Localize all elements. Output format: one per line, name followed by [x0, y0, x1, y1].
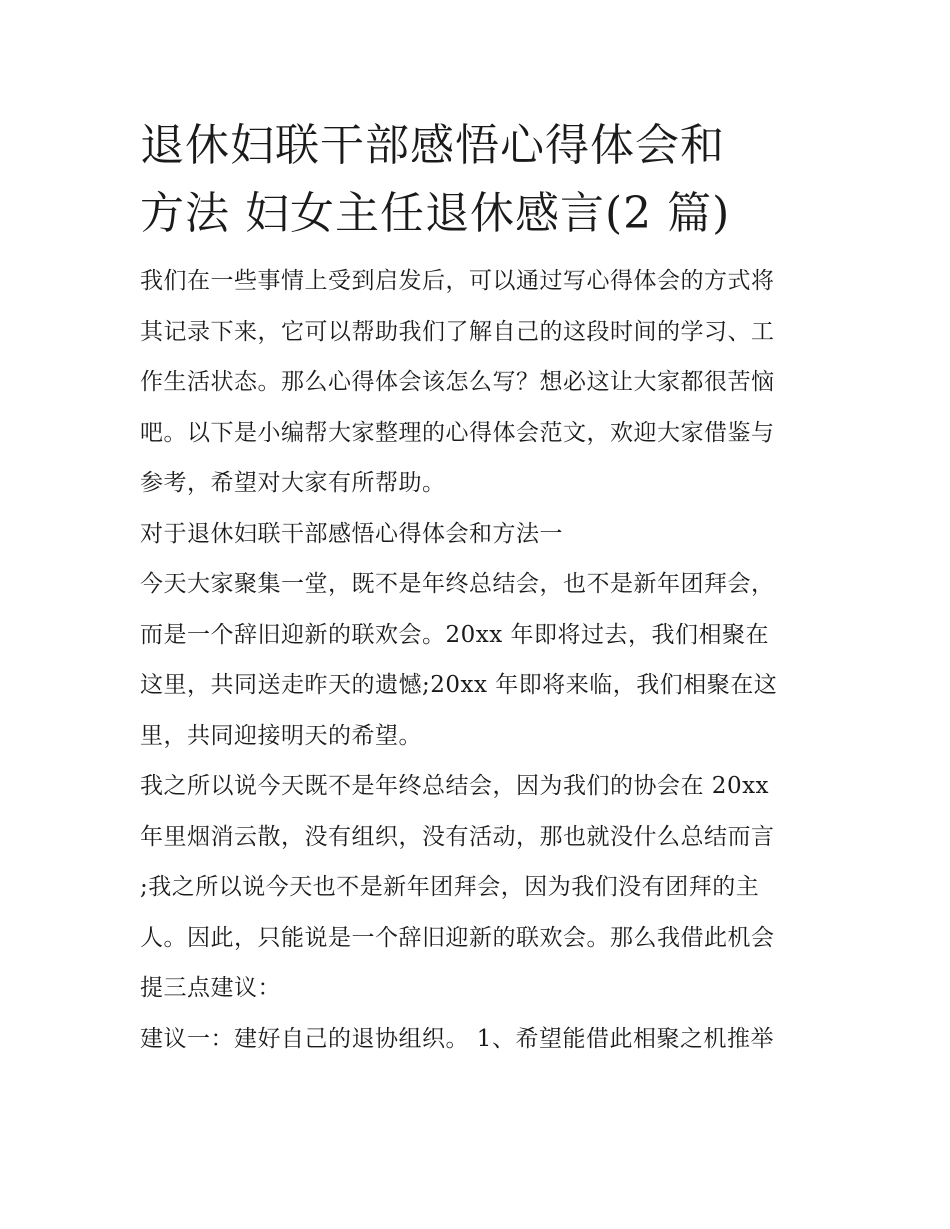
text-line: 而是一个辞旧迎新的联欢会。20xx 年即将过去，我们相聚在: [140, 621, 770, 648]
document-body: [140, 112, 812, 1064]
intro-paragraph: [140, 256, 812, 509]
text-line: ;我之所以说今天也不是新年团拜会，因为我们没有团拜的主: [140, 874, 760, 900]
text-line: 参考，希望对大家有所帮助。: [140, 470, 446, 496]
text-line: 提三点建议：: [140, 975, 281, 1001]
text-line: 对于退休妇联干部感悟心得体会和方法一: [140, 520, 563, 547]
text-line: 里，共同迎接明天的希望。: [140, 722, 422, 749]
text-line: 人。因此，只能说是一个辞旧迎新的联欢会。那么我借此机会: [140, 924, 775, 951]
text-line: 建议一：建好自己的退协组织。 1、希望能借此相聚之机推举: [140, 1025, 774, 1052]
section-heading: [140, 509, 812, 560]
text-line: 这里，共同送走昨天的遗憾;20xx 年即将来临，我们相聚在这: [140, 672, 778, 698]
text-line: 吧。以下是小编帮大家整理的心得体会范文，欢迎大家借鉴与: [140, 419, 775, 446]
text-line: 我之所以说今天既不是年终总结会，因为我们的协会在 20xx: [140, 773, 770, 799]
text-line: 作生活状态。那么心得体会该怎么写？想必这让大家都很苦恼: [140, 369, 775, 395]
body-paragraph: [140, 1014, 812, 1065]
document-title: [140, 112, 812, 248]
title-line: 方法 妇女主任退休感言(2 篇): [140, 188, 731, 239]
body-paragraph: [140, 761, 812, 1014]
text-line: 其记录下来，它可以帮助我们了解自己的这段时间的学习、工: [140, 318, 775, 345]
title-line: 退休妇联干部感悟心得体会和: [140, 120, 725, 171]
text-line: 今天大家聚集一堂，既不是年终总结会，也不是新年团拜会，: [140, 571, 775, 597]
text-line: 年里烟消云散，没有组织，没有活动，那也就没什么总结而言: [140, 823, 775, 850]
text-line: 我们在一些事情上受到启发后，可以通过写心得体会的方式将: [140, 268, 775, 294]
body-paragraph: [140, 559, 812, 761]
